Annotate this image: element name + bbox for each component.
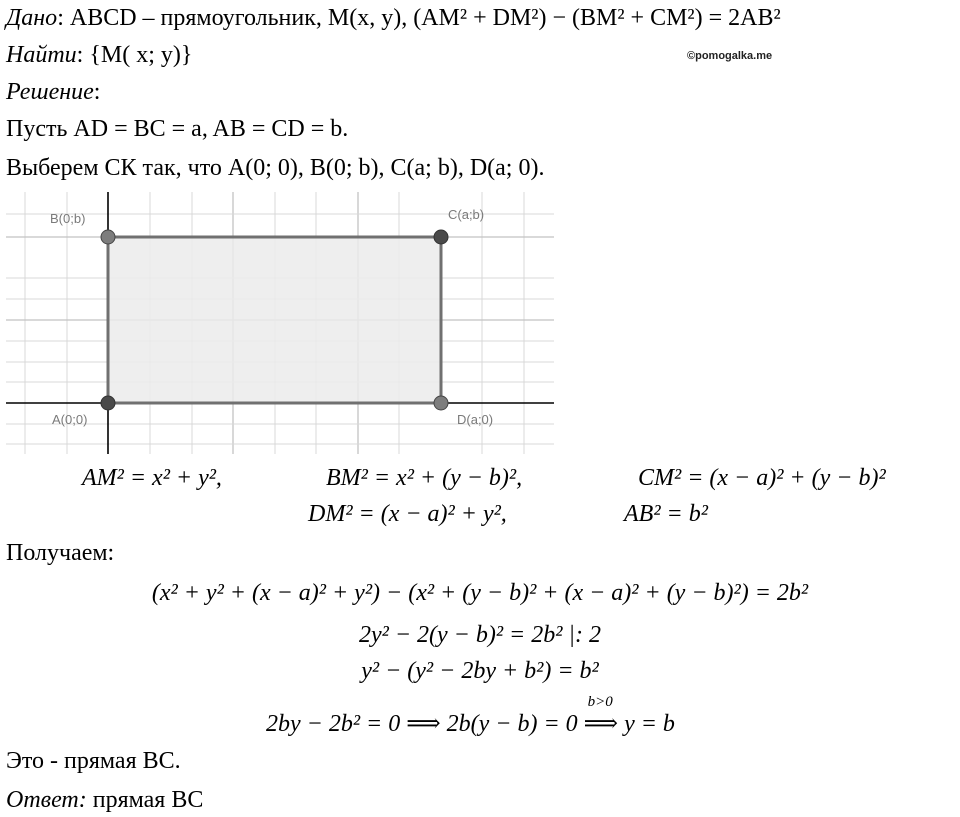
choose-line: Выберем СК так, что A(0; 0), B(0; b), C(a; b), D(a; 0). <box>6 155 545 181</box>
derivation-line-4 <box>266 694 675 739</box>
label-b: B(0;b) <box>50 211 86 226</box>
implies-arrow: ⟹ <box>583 711 619 737</box>
derivation-line-1: (x² + y² + (x − a)² + y²) − (x² + (y − b)² + (x − a)² + (y − b)²) = 2b² <box>151 580 809 606</box>
derivation-line-4-right: y = b <box>624 711 675 737</box>
formula-cm: CM² = (x − a)² + (y − b)² <box>638 465 886 491</box>
formula-ab: AB² = b² <box>624 501 708 527</box>
formula-am: AM² = x² + y², <box>82 465 222 491</box>
answer-line <box>6 785 203 815</box>
implies-with-condition <box>583 694 619 739</box>
rectangle-abcd <box>108 237 441 403</box>
point-a <box>101 396 115 410</box>
we-get-line: Получаем: <box>6 540 115 566</box>
coordinate-figure <box>6 192 554 454</box>
find-label: Найти <box>6 42 77 68</box>
point-d <box>434 396 448 410</box>
solution-colon: : <box>93 79 101 105</box>
derivation-line-4-left: 2by − 2b² = 0 ⟹ 2b(y − b) = 0 <box>266 711 578 737</box>
condition-label: b>0 <box>587 694 613 710</box>
derivation-line-3: y² − (y² − 2by + b²) = b² <box>361 658 599 684</box>
label-c: C(a;b) <box>448 207 485 222</box>
formula-dm: DM² = (x − a)² + y², <box>308 501 507 527</box>
find-line <box>6 40 192 70</box>
answer-text: прямая BC <box>92 787 204 813</box>
label-d: D(a;0) <box>457 412 494 427</box>
watermark: ©pomogalka.me <box>687 50 773 62</box>
solution-label: Решение <box>6 79 94 105</box>
answer-label: Ответ: <box>6 787 87 813</box>
this-is-line: Это - прямая BC. <box>6 748 181 774</box>
point-b <box>101 230 115 244</box>
given-text: : ABCD – прямоугольник, M(x, y), (AM² + DM²) − (BM² + CM²) = 2AB² <box>57 5 781 31</box>
solution-heading <box>6 77 100 107</box>
point-c <box>434 230 448 244</box>
label-a: A(0;0) <box>52 412 88 427</box>
let-line: Пусть AD = BC = a, AB = CD = b. <box>6 116 349 142</box>
formula-bm: BM² = x² + (y − b)², <box>326 465 523 491</box>
find-text: : {M( x; y)} <box>76 42 193 68</box>
derivation-line-2: 2y² − 2(y − b)² = 2b² |: 2 <box>358 622 602 648</box>
given-line <box>6 3 781 33</box>
given-label: Дано <box>6 5 58 31</box>
